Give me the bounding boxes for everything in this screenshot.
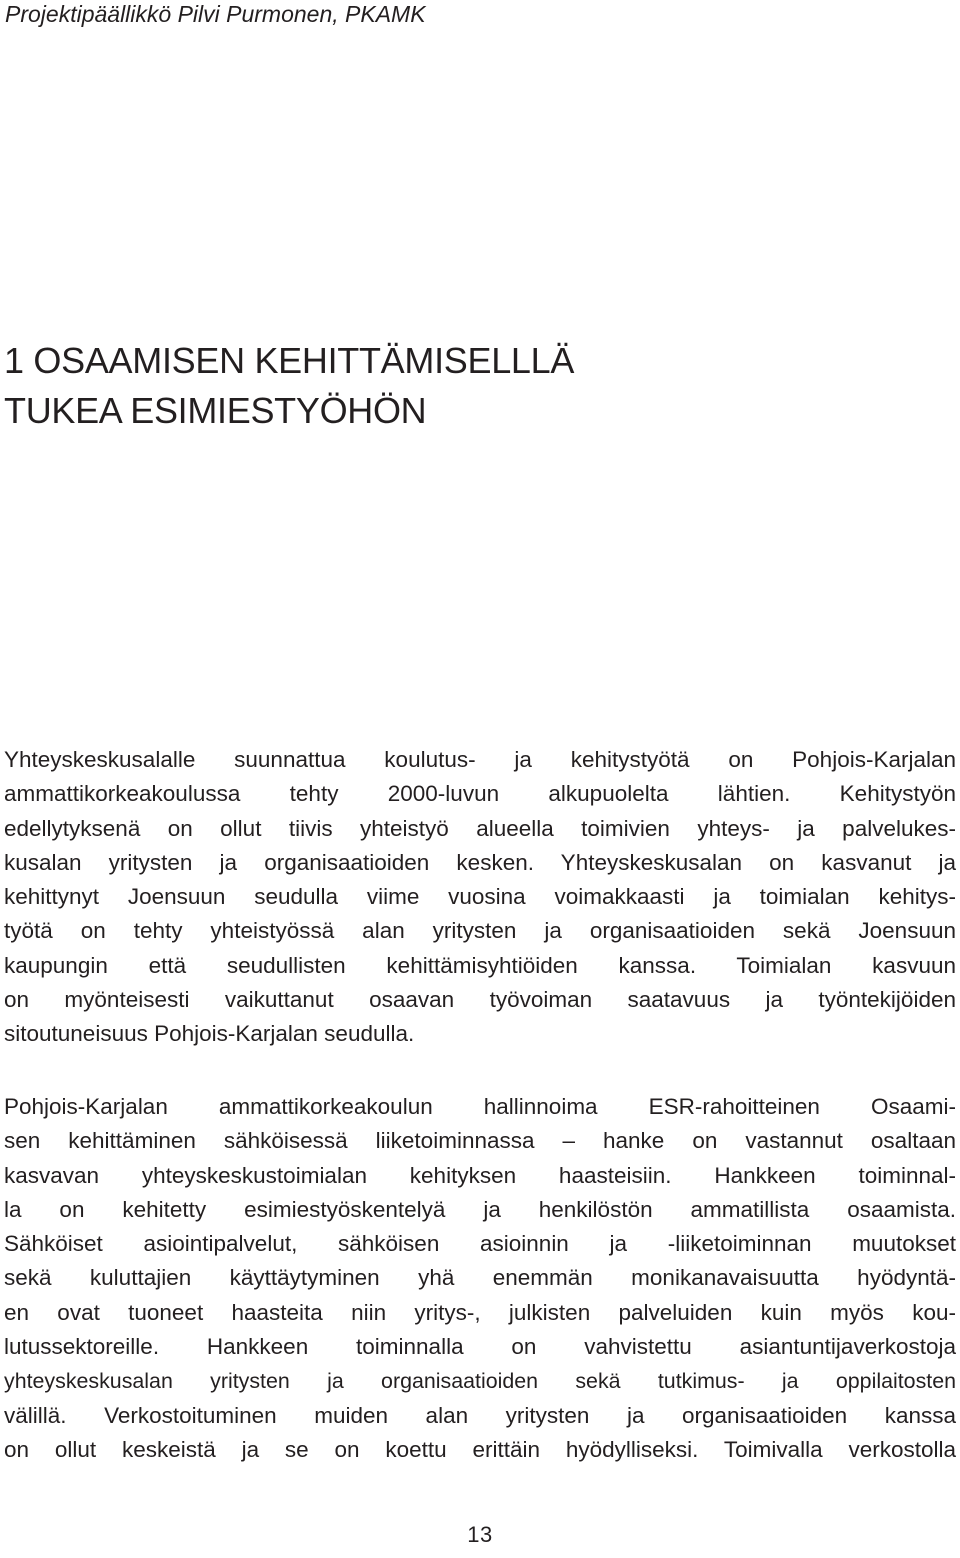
text-line: sen kehittäminen sähköisessä liiketoiminnassa – hanke on vastannut osaltaan xyxy=(4,1128,956,1154)
text-line: en ovat tuoneet haasteita niin yritys-, julkisten palveluiden kuin myös kou- xyxy=(4,1299,956,1325)
text-line: Yhteyskeskusalalle suunnattua koulutus- ja kehitystyötä on Pohjois-Karjalan xyxy=(4,747,956,772)
author-line: Projektipäällikkö Pilvi Purmonen, PKAMK xyxy=(5,1,426,27)
text-line: kusalan yritysten ja organisaatioiden kesken. Yhteyskeskusalan on kasvanut ja xyxy=(4,849,956,875)
text-line: sitoutuneisuus Pohjois-Karjalan seudulla. xyxy=(4,1021,415,1047)
text-line: la on kehitetty esimiestyöskentelyä ja henkilöstön ammatillista osaamista. xyxy=(4,1196,956,1222)
chapter-heading-line: TUKEA ESIMIESTYÖHÖN xyxy=(4,390,427,431)
text-line: kasvavan yhteyskeskustoimialan kehityksen haasteisiin. Hankkeen toiminnal- xyxy=(4,1162,956,1188)
text-line: Sähköiset asiointipalvelut, sähköisen asioinnin ja -liiketoiminnan muutokset xyxy=(4,1231,956,1257)
text-line: lutussektoreille. Hankkeen toiminnalla on vahvistettu asiantuntijaverkostoja xyxy=(4,1334,956,1360)
text-line: kaupungin että seudullisten kehittämisyhtiöiden kanssa. Toimialan kasvuun xyxy=(4,952,956,978)
page-number: 13 xyxy=(467,1522,493,1547)
text-line: sekä kuluttajien käyttäytyminen yhä enemmän monikanavaisuutta hyödyntä- xyxy=(4,1265,956,1291)
text-line: on myönteisesti vaikuttanut osaavan työvoiman saatavuus ja työntekijöiden xyxy=(4,987,956,1013)
text-line: kehittynyt Joensuun seudulla viime vuosina voimakkaasti ja toimialan kehitys- xyxy=(4,884,956,910)
body-paragraph-2 xyxy=(4,1090,956,1467)
text-line: on ollut keskeistä ja se on koettu erittäin hyödylliseksi. Toimivalla verkostolla xyxy=(4,1436,956,1462)
text-line: yhteyskeskusalan yritysten ja organisaatioiden sekä tutkimus- ja oppilaitosten xyxy=(4,1369,956,1394)
text-line: Pohjois-Karjalan ammattikorkeakoulun hallinnoima ESR-rahoitteinen Osaami- xyxy=(4,1094,956,1119)
chapter-heading-line: 1 OSAAMISEN KEHITTÄMISELLLÄ xyxy=(4,340,575,381)
text-line: ammattikorkeakoulussa tehty 2000-luvun alkupuolelta lähtien. Kehitystyön xyxy=(4,781,956,807)
chapter-heading xyxy=(4,336,574,436)
text-line: edellytyksenä on ollut tiivis yhteistyö alueella toimivien yhteys- ja palvelukes- xyxy=(4,815,956,841)
text-line: työtä on tehty yhteistyössä alan yritysten ja organisaatioiden sekä Joensuun xyxy=(4,918,956,944)
text-line: välillä. Verkostoituminen muiden alan yritysten ja organisaatioiden kanssa xyxy=(4,1402,956,1428)
body-paragraph-1 xyxy=(4,743,956,1052)
